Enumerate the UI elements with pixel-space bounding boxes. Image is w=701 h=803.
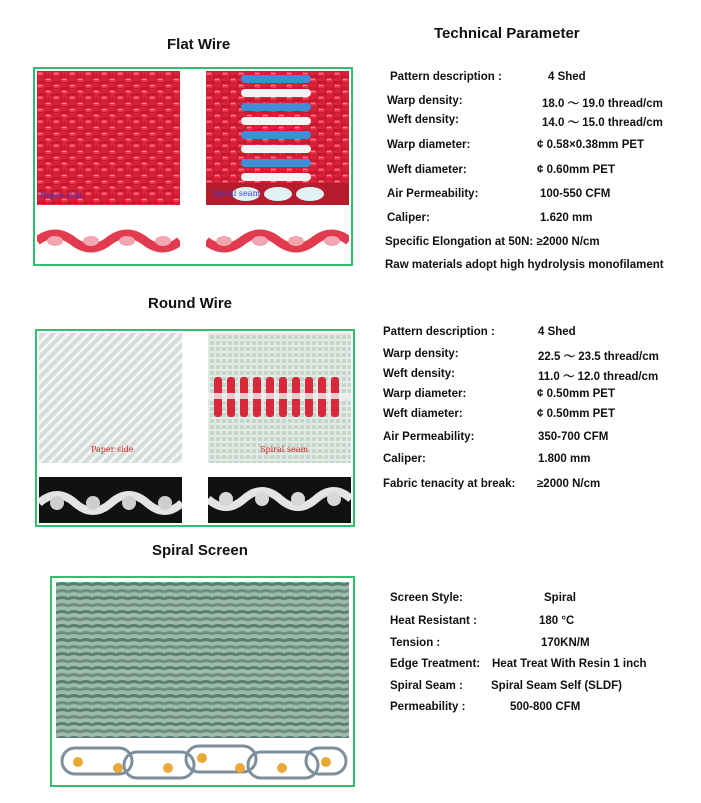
round-param-label-6: Air Permeability:: [383, 431, 475, 443]
round-wire-cross-section-left: [39, 477, 182, 523]
flat-param-value-3: 14.0 ～ 15.0 thread/cm: [542, 117, 663, 129]
round-wire-title: Round Wire: [148, 295, 233, 312]
flat-wire-image-panel: [33, 67, 353, 266]
flat-param-label-2: Warp density:: [387, 95, 463, 107]
spiral-param-label-3: Tension :: [390, 637, 441, 649]
paper-side-caption: Paper side: [40, 191, 83, 200]
round-param-label-5: Weft diameter:: [383, 408, 463, 420]
spiral-param-label-1: Screen Style:: [390, 592, 463, 604]
spiral-param-value-3: 170KN/M: [541, 637, 590, 649]
spiral-screen-image-panel: [50, 576, 355, 787]
round-wire-spiral-seam-image: [208, 333, 351, 463]
technical-parameter-title: Technical Parameter: [434, 25, 580, 42]
round-wire-paper-side-image: [39, 333, 182, 463]
round-paper-side-caption: Paper side: [91, 445, 134, 454]
spiral-param-label-2: Heat Resistant :: [390, 615, 477, 627]
round-param-value-7: 1.800 mm: [538, 453, 591, 465]
spiral-param-value-5: Spiral Seam Self (SLDF): [491, 680, 623, 692]
flat-wire-cross-section-right: [206, 219, 349, 263]
flat-param-value-4: ¢ 0.58×0.38mm PET: [537, 139, 645, 151]
spiral-screen-cross-section-image: [56, 742, 349, 782]
flat-param-label-5: Weft diameter:: [387, 164, 467, 176]
round-param-value-3: 11.0 ～ 12.0 thread/cm: [538, 371, 659, 383]
flat-param-value-5: ¢ 0.60mm PET: [537, 164, 615, 176]
round-param-value-2: 22.5 ～ 23.5 thread/cm: [538, 351, 659, 363]
spiral-param-value-4: Heat Treat With Resin 1 inch: [492, 658, 647, 670]
flat-param-label-6: Air Permeability:: [387, 188, 479, 200]
round-param-value-1: 4 Shed: [538, 326, 576, 338]
flat-param-value-7: 1.620 mm: [540, 212, 593, 224]
raw-materials-line: Raw materials adopt high hydrolysis monofilament: [385, 259, 664, 271]
flat-param-label-7: Caliper:: [387, 212, 430, 224]
round-param-value-6: 350-700 CFM: [538, 431, 609, 443]
flat-param-value-6: 100-550 CFM: [540, 188, 611, 200]
round-param-value-5: ¢ 0.50mm PET: [537, 408, 615, 420]
flat-param-label-1: Pattern description :: [390, 71, 502, 83]
spiral-param-value-1: Spiral: [544, 592, 576, 604]
flat-param-value-2: 18.0 ～ 19.0 thread/cm: [542, 98, 663, 110]
round-param-label-2: Warp density:: [383, 348, 459, 360]
flat-wire-title: Flat Wire: [167, 36, 231, 53]
flat-wire-paper-side-image: [37, 71, 180, 205]
flat-wire-spiral-seam-image: [206, 71, 349, 205]
round-param-label-1: Pattern description :: [383, 326, 495, 338]
spiral-param-label-6: Permeability :: [390, 701, 466, 713]
spiral-param-label-5: Spiral Seam :: [390, 680, 463, 692]
flat-param-label-4: Warp diameter:: [387, 139, 471, 151]
spiral-screen-surface-image: [56, 582, 349, 738]
round-param-label-8: Fabric tenacity at break:: [383, 478, 516, 490]
spiral-param-value-6: 500-800 CFM: [510, 701, 581, 713]
flat-param-value-1: 4 Shed: [548, 71, 586, 83]
spiral-param-label-4: Edge Treatment:: [390, 658, 481, 670]
round-param-label-4: Warp diameter:: [383, 388, 467, 400]
round-param-value-4: ¢ 0.50mm PET: [537, 388, 615, 400]
flat-param-label-3: Weft density:: [387, 114, 459, 126]
round-param-label-3: Weft density:: [383, 368, 455, 380]
flat-wire-cross-section-left: [37, 219, 180, 263]
round-spiral-seam-caption: Spiral seam: [260, 445, 309, 454]
round-wire-cross-section-right: [208, 477, 351, 523]
spiral-screen-title: Spiral Screen: [152, 542, 248, 559]
spiral-seam-caption: Spiral seam: [212, 189, 261, 198]
round-wire-image-panel: [35, 329, 355, 527]
round-param-value-8: ≥2000 N/cm: [537, 478, 601, 490]
specific-elongation-line: Specific Elongation at 50N: ≥2000 N/cm: [385, 236, 600, 248]
spiral-param-value-2: 180 °C: [539, 615, 575, 627]
round-param-label-7: Caliper:: [383, 453, 426, 465]
